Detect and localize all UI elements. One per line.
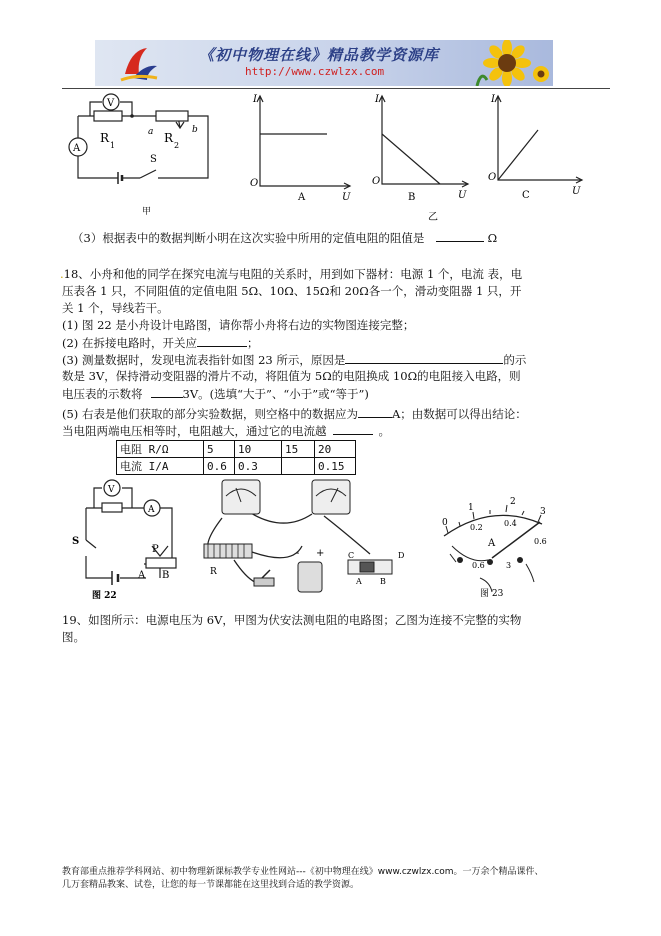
table-cell: 电流 I/A [117, 458, 204, 475]
switch-icon [254, 578, 274, 586]
header-url[interactable]: http://www.czwlzx.com [245, 65, 385, 78]
apparatus-minus: - [296, 548, 300, 559]
q18-p5c-blank[interactable] [333, 422, 373, 435]
q18-marker: . [60, 267, 64, 281]
rheostat-icon [204, 544, 252, 558]
fig23-tick-1: 1 [468, 503, 474, 513]
q3-text: （3）根据表中的数据判断小明在这次实验中所用的定值电阻的阻值是 [72, 231, 425, 245]
graph-a [257, 96, 350, 189]
q18-p5c-line [62, 422, 390, 440]
graph-b-o: O [372, 176, 381, 187]
q18-p1: (1) 图 22 是小舟设计电路图，请你帮小舟将右边的实物图连接完整； [62, 318, 415, 332]
apparatus-figure [192, 474, 412, 602]
header-banner [95, 40, 553, 86]
q3-blank[interactable] [436, 229, 484, 242]
footer [62, 866, 544, 892]
fig23-right: 0.6 [534, 537, 547, 546]
resistor-r1 [94, 111, 122, 121]
caption-jia: 甲 [142, 207, 152, 217]
point-a-label: a [148, 127, 154, 137]
q18-p3-line [62, 351, 526, 369]
q18-p5-blank[interactable] [358, 405, 392, 418]
q18-p2-line [62, 334, 258, 352]
apparatus-d: D [398, 551, 405, 560]
q18-p3d-blank[interactable] [151, 385, 183, 398]
resistor-r2 [156, 111, 188, 121]
fig22-s: S [72, 536, 80, 547]
table-cell: 电阻 R/Ω [117, 441, 204, 458]
graph-c-u: U [572, 186, 581, 197]
q18-p3a: (3) 测量数据时，发现电流表指针如图 23 所示，原因是 [62, 353, 346, 367]
footer-line-1: 教育部重点推荐学科网站、初中物理新课标教学专业性网站---《初中物理在线》www.czwlzx.com。一万余个精品课件、 [62, 867, 544, 877]
fig22-a: A [148, 505, 155, 515]
graph-b-label: B [408, 192, 416, 203]
graph-c [495, 96, 582, 183]
footer-line-2: 几万套精品教案、试卷，让您的每一节课都能在这里找到合适的教学资源。 [62, 880, 360, 890]
apparatus-plus: + [316, 548, 325, 559]
header-title: 《初中物理在线》精品教学资源库 [199, 46, 440, 64]
apparatus-c: C [348, 551, 355, 560]
fig22-p: P [152, 544, 159, 555]
header-rule [62, 88, 610, 89]
figure-top [60, 90, 605, 225]
fig23-t1: 0.6 [472, 561, 485, 570]
q18-p3b: 的示 [503, 353, 527, 367]
table-cell: 15 [282, 441, 315, 458]
fig23-tick-2: 2 [510, 497, 516, 507]
table-row [117, 458, 356, 475]
table-cell: 20 [315, 441, 356, 458]
q18-line-1 [60, 266, 522, 283]
graph-b-u: U [458, 190, 467, 201]
q18-p2b: ； [246, 336, 259, 350]
graph-c-o: O [488, 172, 497, 183]
figure-23 [430, 488, 560, 600]
table-cell: 0.3 [235, 458, 282, 475]
apparatus-r: R [210, 567, 217, 577]
fig23-t2: 3 [506, 561, 512, 570]
q18-p3-blank[interactable] [345, 351, 503, 364]
fig22-caption: 图 22 [92, 591, 117, 600]
graph-a-i: I [253, 94, 257, 105]
battery-icon [298, 562, 322, 592]
apparatus-bb: B [380, 577, 386, 586]
circuit-a-label: A [73, 143, 81, 154]
caption-yi: 乙 [428, 212, 438, 223]
sunflower-icon [467, 40, 553, 86]
q18-p3d: 电压表的示数将 [62, 387, 143, 401]
table-row [117, 441, 356, 458]
q18-p5-line [62, 405, 527, 423]
graph-a-u: U [342, 192, 351, 203]
ammeter-icon [312, 480, 350, 514]
q18-l1: 18、小舟和他的同学在探究电流与电阻的关系时，用到如下器材：电源 1 个，电流 表，电 [63, 267, 523, 281]
q3-line [72, 229, 497, 247]
q18-p5a: (5) 右表是他们获取的部分实验数据，则空格中的数据应为 [62, 407, 358, 421]
terminal-icon [487, 559, 493, 565]
fig23-tick-04: 0.4 [504, 519, 517, 528]
table-cell[interactable] [282, 458, 315, 475]
logo-icon [117, 44, 161, 82]
graph-c-i: I [491, 94, 495, 105]
q18-p2-blank[interactable] [197, 334, 247, 347]
circuit-v-label: V [107, 98, 115, 109]
q18-l2: 压表各 1 只，不同阻值的定值电阻 5Ω、10Ω、15Ω和 20Ω各一个，滑动变阻器 1 只，开 [62, 284, 522, 298]
q18-p2a: (2) 在拆接电路时，开关应 [62, 336, 197, 350]
q19-l2: 图。 [62, 630, 85, 644]
terminal-icon [457, 557, 463, 563]
r2-label: R [164, 131, 174, 145]
switch-s-label: S [150, 154, 157, 165]
terminal-icon [517, 557, 523, 563]
r2-sub: 2 [174, 141, 180, 150]
ammeter-scale-arc [444, 515, 542, 536]
q18-l3: 关 1 个，导线若干。 [62, 301, 169, 315]
table-cell: 0.6 [204, 458, 235, 475]
q18-p5c: 当电阻两端电压相等时，电阻越大，通过它的电流越 [62, 424, 327, 438]
data-table [116, 440, 356, 475]
fig22-pa: A [138, 570, 146, 581]
graph-b-i: I [375, 94, 379, 105]
graph-a-o: O [250, 178, 259, 189]
r1-sub: 1 [110, 141, 116, 150]
table-cell: 0.15 [315, 458, 356, 475]
graph-a-label: A [298, 192, 306, 203]
fig23-caption: 图 23 [480, 589, 504, 599]
graph-b [379, 96, 468, 187]
fig23-a: A [488, 538, 496, 549]
fig23-tick-02: 0.2 [470, 523, 483, 532]
q18-p5b: A；由数据可以得出结论： [391, 407, 527, 421]
q18-p3d-line [62, 385, 369, 403]
voltmeter-icon [222, 480, 260, 514]
r1-label: R [100, 131, 110, 145]
q19-l1: 19、如图所示：电源电压为 6V，甲图为伏安法测电阻的电路图；乙图为连接不完整的实物 [62, 613, 522, 627]
figure-22 [64, 478, 189, 600]
resistor-icon [102, 503, 122, 512]
q3-unit: Ω [487, 231, 498, 245]
q18-p3c: 数是 3V，保持滑动变阻器的滑片不动，将阻值为 5Ω的电阻换成 10Ω的电阻接入电路，则 [62, 369, 521, 383]
fig22-pb: B [162, 570, 170, 581]
table-cell: 10 [235, 441, 282, 458]
apparatus-aa: A [356, 577, 362, 586]
table-cell: 5 [204, 441, 235, 458]
point-b-label: b [192, 125, 198, 135]
graph-c-label: C [522, 190, 530, 201]
q18-p5d: 。 [378, 424, 390, 438]
fig23-tick-3: 3 [540, 507, 546, 517]
fig23-tick-0: 0 [442, 518, 448, 528]
rheostat-icon [146, 558, 176, 568]
q18-p3e: 3V。(选填“大于”、“小于”或“等于”) [182, 387, 369, 401]
fig22-v: V [108, 485, 115, 495]
